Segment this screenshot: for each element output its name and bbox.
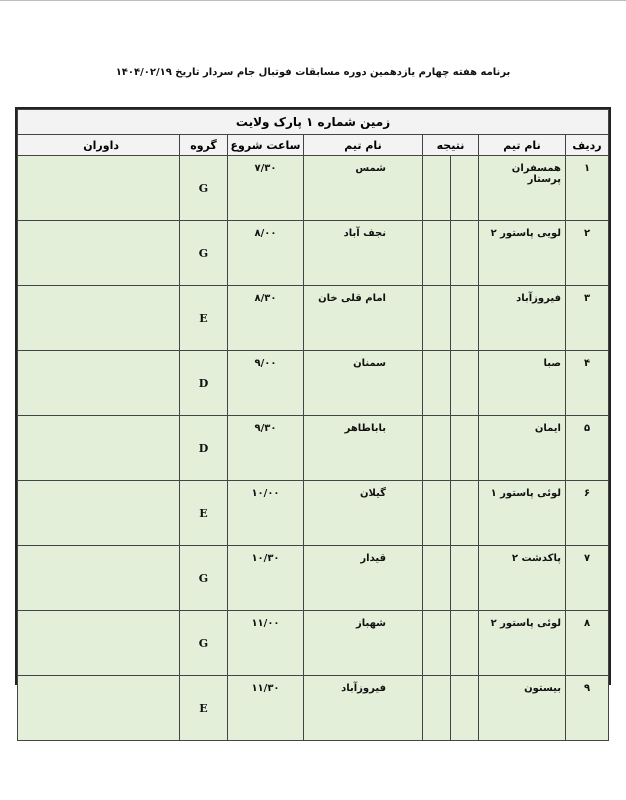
table-row [18, 221, 609, 286]
start-time: ۱۱/۳۰ [228, 676, 304, 741]
header-row-number: ردیف [566, 135, 609, 156]
home-team: لوئی پاستور ۲ [479, 611, 566, 676]
group-letter: G [180, 156, 228, 221]
result-away-cell [423, 221, 451, 286]
header-team: نام تیم [479, 135, 566, 156]
referees-cell [18, 611, 180, 676]
start-time: ۹/۰۰ [228, 351, 304, 416]
home-team: لویی پاستور ۲ [479, 221, 566, 286]
result-home-cell [451, 156, 479, 221]
home-team: صبا [479, 351, 566, 416]
start-time: ۷/۳۰ [228, 156, 304, 221]
referees-cell [18, 221, 180, 286]
start-time: ۱۰/۳۰ [228, 546, 304, 611]
page-title: برنامه هفته چهارم یازدهمین دوره مسابقات فوتبال جام سردار تاریخ ۱۴۰۴/۰۲/۱۹ [115, 67, 511, 78]
result-home-cell [451, 351, 479, 416]
away-team: فیروزآباد [304, 676, 423, 741]
away-team: شهباز [304, 611, 423, 676]
table-row [18, 481, 609, 546]
row-number: ۸ [566, 611, 609, 676]
away-team: امام قلی خان [304, 286, 423, 351]
table-row [18, 351, 609, 416]
header-referees: داوران [18, 135, 180, 156]
start-time: ۸/۳۰ [228, 286, 304, 351]
group-letter: G [180, 546, 228, 611]
row-number: ۷ [566, 546, 609, 611]
referees-cell [18, 351, 180, 416]
header-result: نتیجه [423, 135, 479, 156]
table-row [18, 156, 609, 221]
start-time: ۱۰/۰۰ [228, 481, 304, 546]
result-home-cell [451, 676, 479, 741]
top-divider [0, 0, 626, 1]
group-letter: G [180, 221, 228, 286]
table-row [18, 611, 609, 676]
table-row [18, 546, 609, 611]
match-list [18, 156, 609, 741]
result-home-cell [451, 546, 479, 611]
table-row [18, 286, 609, 351]
result-away-cell [423, 156, 451, 221]
start-time: ۱۱/۰۰ [228, 611, 304, 676]
venue-title: زمین شماره ۱ پارک ولایت [18, 110, 609, 135]
start-time: ۸/۰۰ [228, 221, 304, 286]
referees-cell [18, 286, 180, 351]
home-team: پاکدشت ۲ [479, 546, 566, 611]
home-team: همسفران پرستار [479, 156, 566, 221]
group-letter: G [180, 611, 228, 676]
result-home-cell [451, 221, 479, 286]
result-away-cell [423, 416, 451, 481]
result-away-cell [423, 351, 451, 416]
row-number: ۳ [566, 286, 609, 351]
table-row [18, 676, 609, 741]
result-away-cell [423, 611, 451, 676]
referees-cell [18, 676, 180, 741]
referees-cell [18, 481, 180, 546]
row-number: ۲ [566, 221, 609, 286]
home-team: لوئی پاستور ۱ [479, 481, 566, 546]
row-number: ۵ [566, 416, 609, 481]
referees-cell [18, 416, 180, 481]
group-letter: E [180, 676, 228, 741]
group-letter: E [180, 286, 228, 351]
header-start-time: ساعت شروع [228, 135, 304, 156]
result-away-cell [423, 286, 451, 351]
header-opponent: نام تیم [304, 135, 423, 156]
result-home-cell [451, 481, 479, 546]
result-away-cell [423, 481, 451, 546]
referees-cell [18, 156, 180, 221]
away-team: باباطاهر [304, 416, 423, 481]
away-team: شمس [304, 156, 423, 221]
away-team: قیدار [304, 546, 423, 611]
away-team: گیلان [304, 481, 423, 546]
result-home-cell [451, 611, 479, 676]
result-away-cell [423, 676, 451, 741]
row-number: ۹ [566, 676, 609, 741]
home-team: بیستون [479, 676, 566, 741]
header-group: گروه [180, 135, 228, 156]
away-team: نجف آباد [304, 221, 423, 286]
schedule-table [15, 107, 611, 715]
away-team: سمنان [304, 351, 423, 416]
group-letter: E [180, 481, 228, 546]
home-team: ایمان [479, 416, 566, 481]
result-away-cell [423, 546, 451, 611]
row-number: ۶ [566, 481, 609, 546]
result-home-cell [451, 416, 479, 481]
row-number: ۴ [566, 351, 609, 416]
row-number: ۱ [566, 156, 609, 221]
group-letter: D [180, 351, 228, 416]
group-letter: D [180, 416, 228, 481]
table-row [18, 416, 609, 481]
result-home-cell [451, 286, 479, 351]
home-team: فیروزآباد [479, 286, 566, 351]
start-time: ۹/۳۰ [228, 416, 304, 481]
referees-cell [18, 546, 180, 611]
